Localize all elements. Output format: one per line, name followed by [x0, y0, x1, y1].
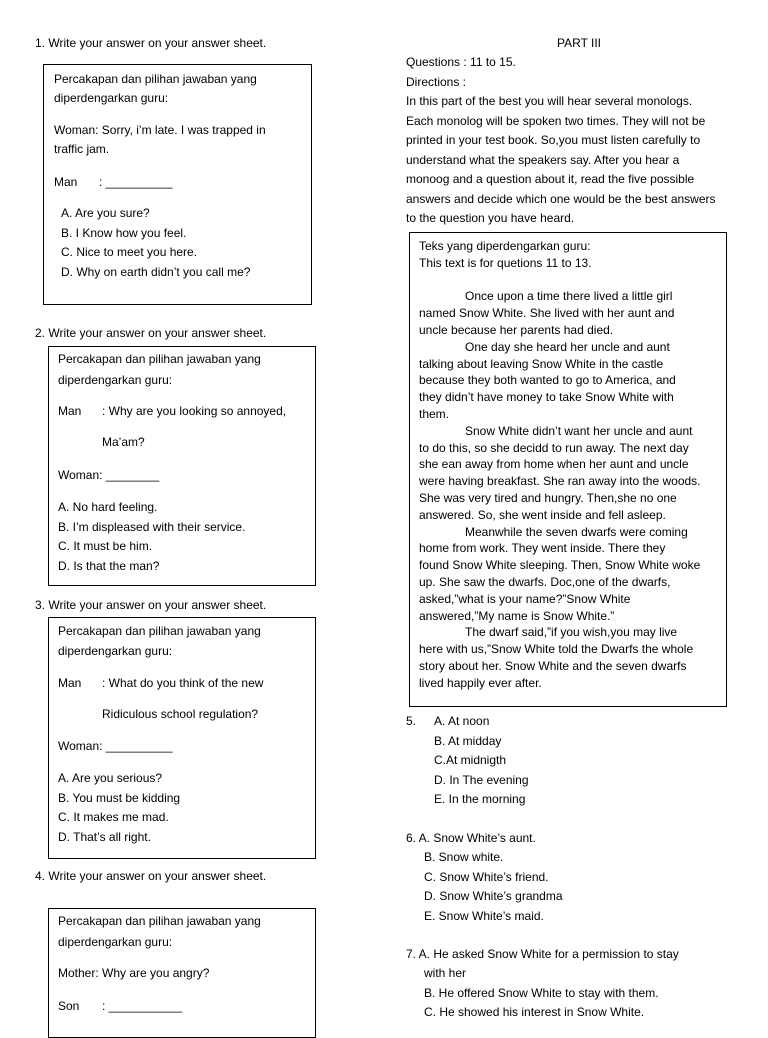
story-line: she ean away from home when her aunt and uncle: [419, 457, 689, 472]
story-line: Once upon a time there lived a little girl: [465, 289, 673, 304]
q3-man-line-continued: Ridiculous school regulation?: [102, 707, 259, 721]
q2-intro-line-2: diperdengarkan guru:: [58, 373, 173, 387]
directions-line: understand what the speakers say. After you hear a: [406, 152, 680, 167]
q1-man-response-blank: : __________: [99, 175, 173, 189]
directions-text: [406, 92, 716, 229]
directions-label: Directions :: [406, 75, 467, 89]
q3-options: [58, 769, 180, 847]
question-4-heading: 4. Write your answer on your answer sheet.: [35, 869, 267, 883]
directions-line: printed in your test book. So,you must listen carefully to: [406, 133, 701, 147]
q1-option-c[interactable]: C. Nice to meet you here.: [61, 245, 198, 259]
q2-man-line: : Why are you looking so annoyed,: [102, 404, 287, 418]
q2-woman-response-blank: Woman: ________: [58, 468, 160, 482]
q6-option-b[interactable]: B. Snow white.: [424, 850, 504, 864]
q6-option-e[interactable]: E. Snow White’s maid.: [424, 908, 544, 923]
q4-intro-line-1: Percakapan dan pilihan jawaban yang: [58, 914, 261, 928]
q4-mother-line: Mother: Why are you angry?: [58, 966, 210, 980]
story-line: found Snow White sleeping. Then, Snow White woke: [419, 558, 701, 573]
story-line: talking about leaving Snow White in the castle: [419, 356, 664, 371]
story-paragraph-4: [419, 524, 701, 625]
directions-line: answers and decide which one would be the best answers: [406, 191, 716, 206]
q7-option-a[interactable]: 7. A. He asked Snow White for a permission to stay: [406, 947, 679, 961]
story-line: to do this, so she decidd to run away. The next day: [419, 440, 689, 455]
story-line: home from work. They went inside. There they: [419, 541, 666, 556]
q7-option-a-continued: with her: [424, 966, 467, 980]
story-line: were having breakfast. She ran away into the woods.: [419, 474, 701, 489]
question-1-box: [43, 64, 312, 305]
q3-option-c[interactable]: C. It makes me mad.: [58, 810, 169, 824]
question-3-heading: 3. Write your answer on your answer sheet.: [35, 598, 267, 612]
q5-option-c[interactable]: C.At midnigth: [434, 753, 507, 767]
q5-option-e[interactable]: E. In the morning: [434, 792, 526, 806]
q7-option-c[interactable]: C. He showed his interest in Snow White.: [424, 1005, 645, 1019]
directions-line: Each monolog will be spoken two times. They will not be: [406, 113, 706, 128]
q3-intro-line-2: diperdengarkan guru:: [58, 644, 173, 658]
question-4-box: [48, 908, 316, 1038]
directions-line: In this part of the best you will hear several monologs.: [406, 94, 693, 108]
q1-options: [61, 204, 250, 282]
q3-intro-line-1: Percakapan dan pilihan jawaban yang: [58, 624, 261, 638]
directions-line: monoog and a question about it, read the five possible: [406, 172, 695, 186]
story-line: uncle because her parents had died.: [419, 322, 614, 337]
q5-option-a[interactable]: A. At noon: [434, 714, 490, 728]
q4-speaker-son: Son: [58, 999, 80, 1013]
story-line: lived happily ever after.: [419, 675, 542, 690]
story-line: here with us,”Snow White told the Dwarfs the whole: [419, 642, 694, 657]
q2-option-c[interactable]: C. It must be him.: [58, 539, 153, 553]
story-line: because they both wanted to go to America, and: [419, 373, 676, 388]
q1-option-a[interactable]: A. Are you sure?: [61, 206, 150, 220]
q2-options: [58, 498, 245, 576]
q4-son-response-blank: : ___________: [102, 999, 183, 1013]
q1-dialogue-line-1: Woman: Sorry, i’m late. I was trapped in: [54, 123, 266, 137]
question-3-box: [48, 617, 316, 859]
story-line: up. She saw the dwarfs. Doc,one of the dwarfs,: [419, 574, 671, 589]
story-line: story about her. Snow White and the seven dwarfs: [419, 658, 687, 673]
part-title: PART III: [557, 36, 602, 50]
story-line: Snow White didn’t want her uncle and aunt: [465, 423, 693, 438]
q1-option-b[interactable]: B. I Know how you feel.: [61, 225, 187, 240]
story-line: Meanwhile the seven dwarfs were coming: [465, 524, 688, 539]
story-line: them.: [419, 406, 450, 421]
story-heading-1: Teks yang diperdengarkan guru:: [419, 239, 591, 253]
q3-man-line: : What do you think of the new: [102, 676, 264, 690]
q2-intro-line-1: Percakapan dan pilihan jawaban yang: [58, 352, 261, 366]
q2-man-line-continued: Ma’am?: [102, 435, 145, 449]
q6-option-a[interactable]: 6. A. Snow White’s aunt.: [406, 831, 536, 845]
q1-intro-line-1: Percakapan dan pilihan jawaban yang: [54, 72, 257, 86]
q2-option-b[interactable]: B. I’m displeased with their service.: [58, 519, 246, 534]
story-paragraph-5: [419, 624, 701, 691]
q2-option-a[interactable]: A. No hard feeling.: [58, 500, 158, 514]
q1-speaker-man: Man: [54, 175, 78, 189]
q2-option-d[interactable]: D. Is that the man?: [58, 558, 160, 573]
q5-option-b[interactable]: B. At midday: [434, 733, 502, 748]
story-line: The dwarf said,”if you wish,you may live: [465, 625, 678, 640]
q3-option-d[interactable]: D. That’s all right.: [58, 829, 151, 844]
question-5-number: 5.: [406, 714, 417, 728]
q3-woman-response-blank: Woman: __________: [58, 739, 173, 753]
story-paragraph-3: [419, 423, 701, 524]
q6-option-c[interactable]: C. Snow White’s friend.: [424, 869, 549, 884]
q3-speaker-man: Man: [58, 676, 82, 690]
story-text: [419, 238, 701, 692]
story-line: One day she heard her uncle and aunt: [465, 339, 670, 354]
story-heading-2: This text is for quetions 11 to 13.: [419, 255, 592, 270]
q7-option-b[interactable]: B. He offered Snow White to stay with them.: [424, 986, 659, 1000]
story-line: asked,”what is your name?”Snow White: [419, 591, 631, 606]
story-line: answered. So, she went inside and fell asleep.: [419, 507, 666, 522]
q2-speaker-man: Man: [58, 404, 82, 418]
q1-dialogue-line-2: traffic jam.: [54, 142, 110, 156]
question-2-heading: 2. Write your answer on your answer sheet.: [35, 326, 267, 340]
directions-line: to the question you have heard.: [406, 211, 575, 225]
q1-option-d[interactable]: D. Why on earth didn’t you call me?: [61, 264, 251, 279]
question-2-box: [48, 346, 316, 586]
story-line: answered,”My name is Snow White.”: [419, 608, 615, 623]
story-paragraph-1: [419, 288, 701, 338]
q5-option-d[interactable]: D. In The evening: [434, 772, 529, 787]
q4-intro-line-2: diperdengarkan guru:: [58, 935, 173, 949]
q3-option-b[interactable]: B. You must be kidding: [58, 790, 181, 805]
q6-option-d[interactable]: D. Snow White’s grandma: [424, 889, 563, 903]
q3-option-a[interactable]: A. Are you serious?: [58, 771, 163, 785]
question-1-heading: 1. Write your answer on your answer sheet.: [35, 36, 267, 50]
q5-options: [434, 712, 529, 810]
story-line: they didn’t have money to take Snow White with: [419, 390, 674, 405]
q6-options: [424, 848, 563, 926]
q1-intro-line-2: diperdengarkan guru:: [54, 91, 169, 105]
story-box: [409, 232, 727, 707]
story-line: She was very tired and hungry. Then,she no one: [419, 490, 677, 505]
story-paragraph-2: [419, 339, 701, 423]
questions-range: Questions : 11 to 15.: [406, 55, 516, 69]
story-line: named Snow White. She lived with her aunt and: [419, 306, 675, 321]
